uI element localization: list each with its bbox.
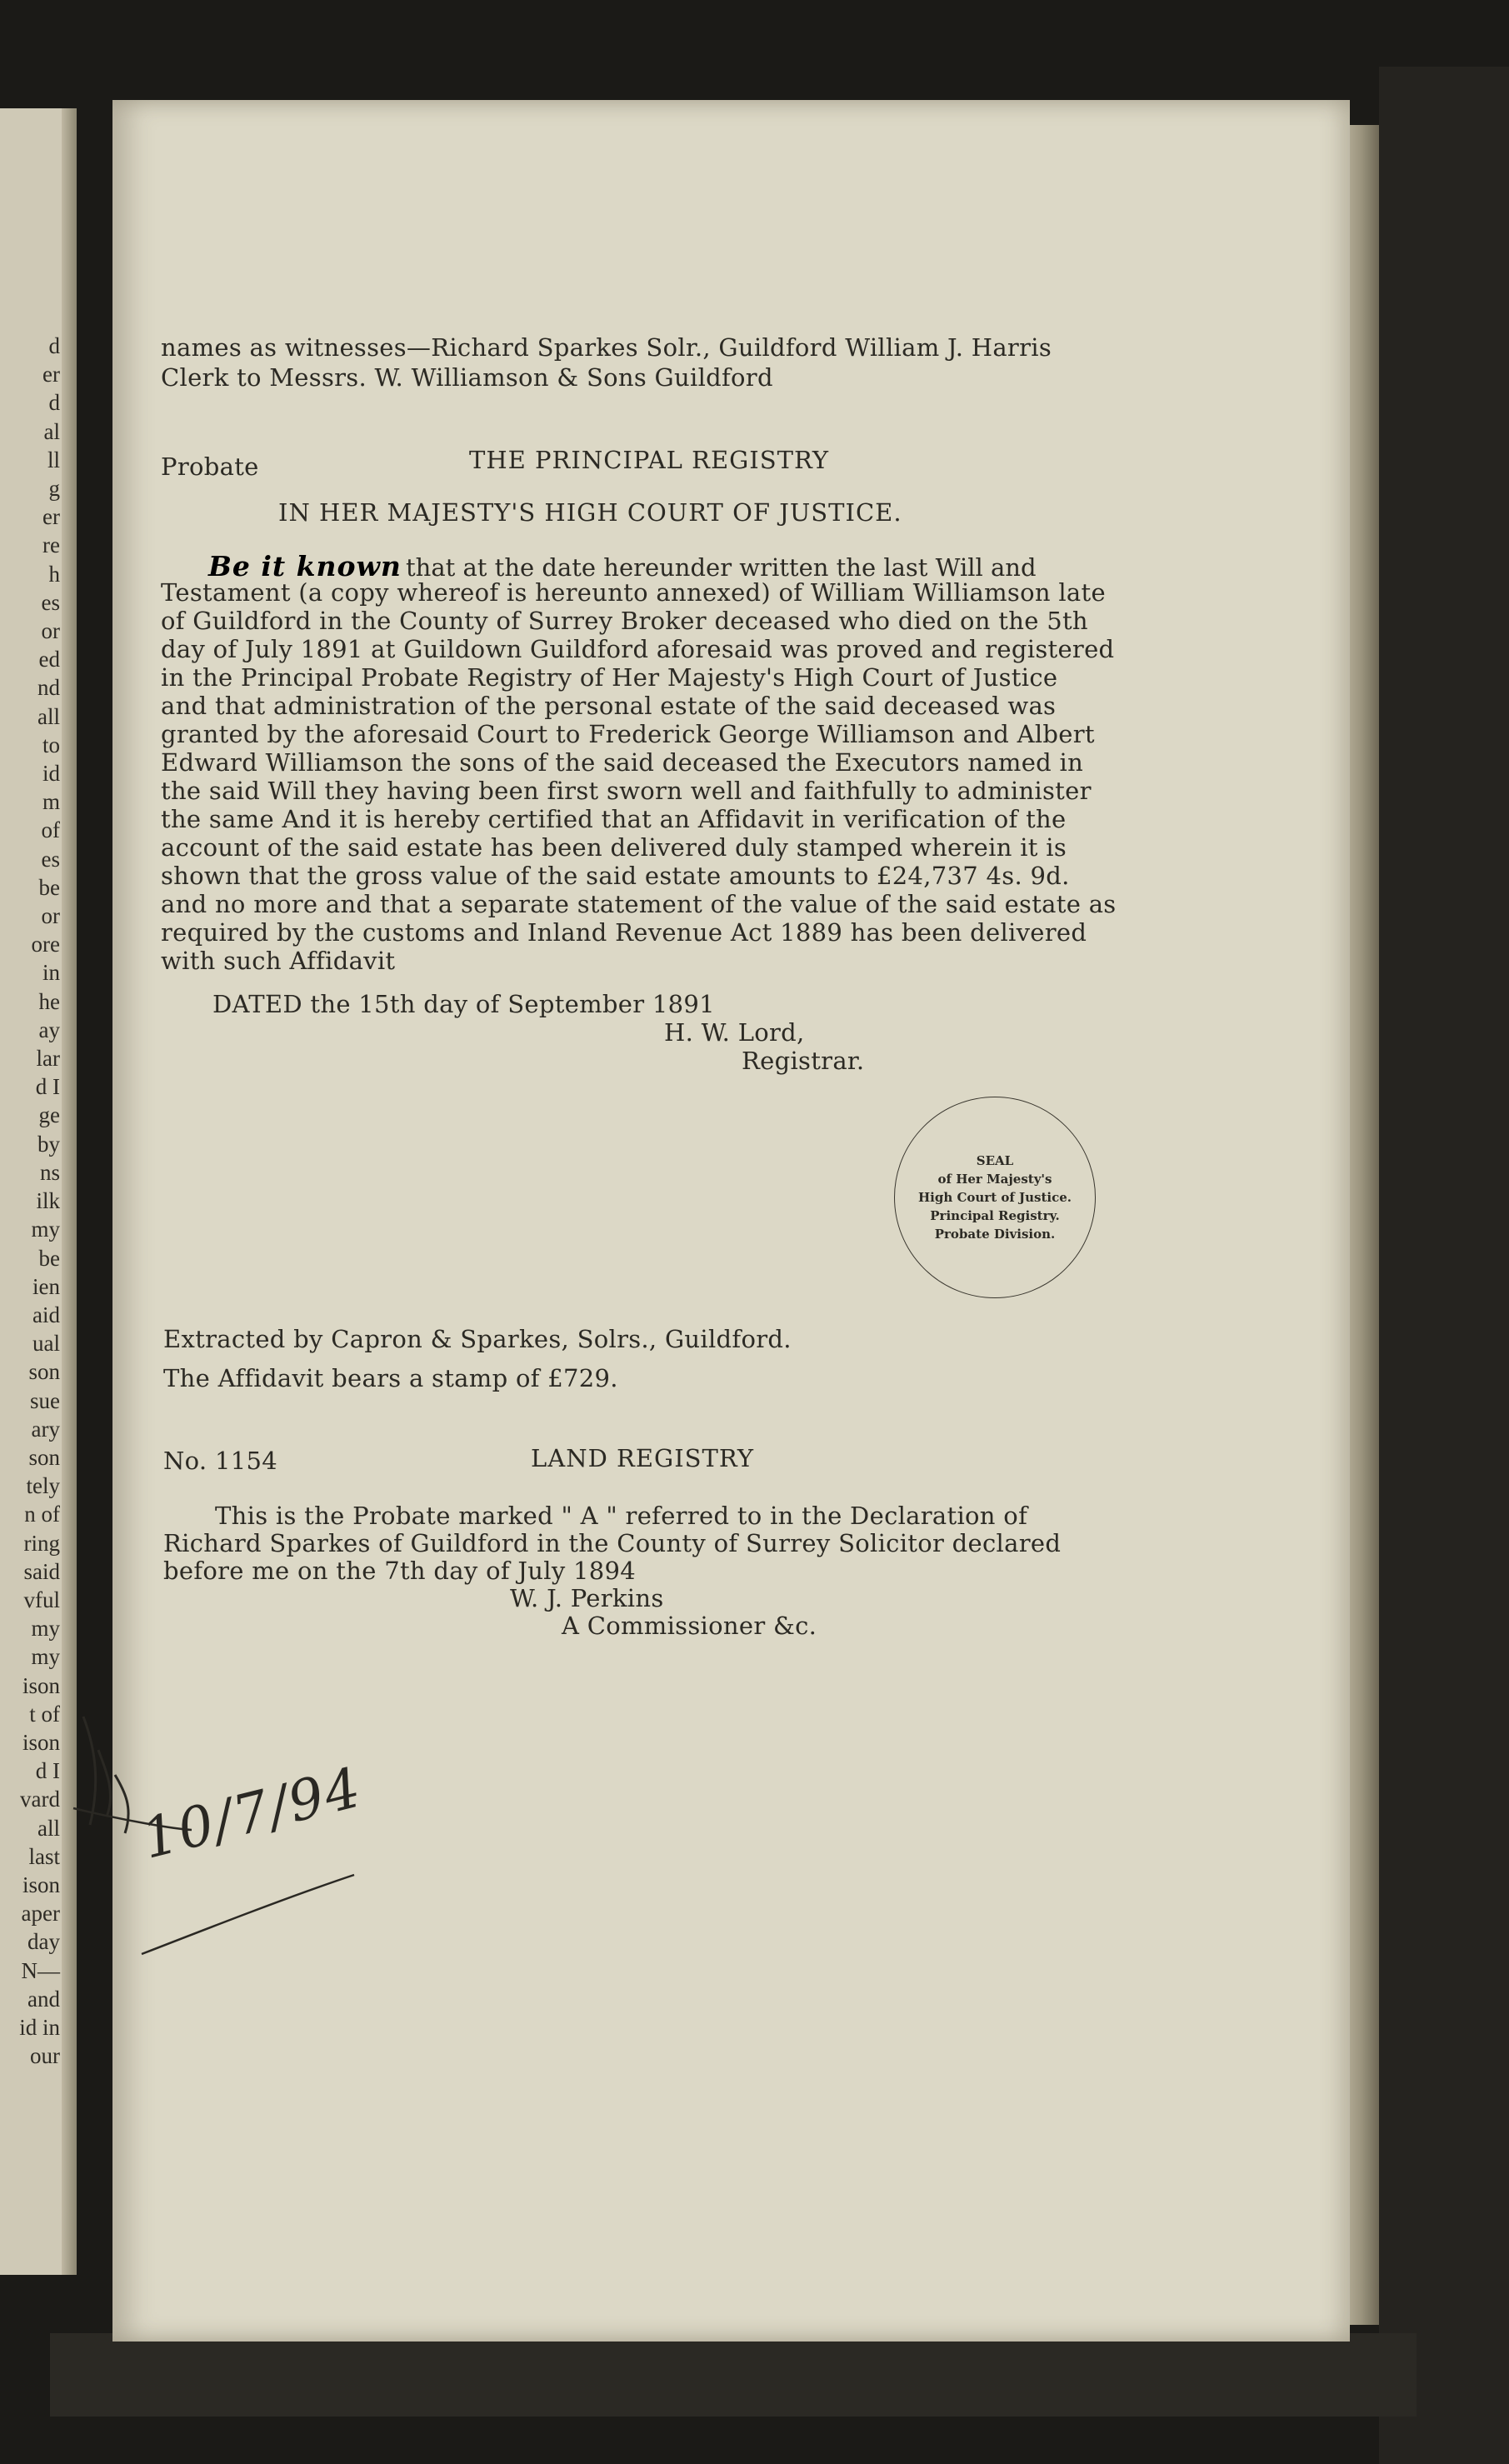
seal-line-5: Probate Division. xyxy=(934,1227,1056,1242)
left-page xyxy=(0,108,77,2275)
signatory-name: H. W. Lord, xyxy=(664,1018,805,1047)
left-page-fragment: by xyxy=(37,1131,60,1157)
left-page-fragment: es xyxy=(41,589,60,615)
body-line: account of the said estate has been delivered duly stamped wherein it is xyxy=(161,833,1067,862)
left-page-fragment: ary xyxy=(31,1416,60,1442)
left-page-fragment: son xyxy=(28,1359,60,1385)
left-page-fragment: be xyxy=(38,874,60,900)
left-page-fragment: all xyxy=(37,703,60,729)
left-page-fragment: tely xyxy=(26,1473,60,1499)
left-page-fragment: vard xyxy=(20,1787,60,1812)
commissioner-title: A Commissioner &c. xyxy=(562,1612,817,1640)
court-seal xyxy=(894,1097,1096,1298)
body-line-first-rest: that at the date hereunder written the last Will and xyxy=(406,553,1037,582)
affidavit-stamp-line: The Affidavit bears a stamp of £729. xyxy=(163,1364,618,1392)
left-page-fragment: of xyxy=(41,817,60,843)
left-page-fragment: be xyxy=(38,1245,60,1271)
body-line: and that administration of the personal estate of the said deceased was xyxy=(161,692,1057,720)
body-line: with such Affidavit xyxy=(161,947,396,975)
land-registry-title: LAND REGISTRY xyxy=(531,1444,754,1472)
left-page-fragment: or xyxy=(41,903,60,929)
left-page-fragment: id xyxy=(42,761,60,787)
margin-pen-stroke xyxy=(83,1717,96,1825)
body-line: and no more and that a separate statement of the value of the said estate as xyxy=(161,890,1117,918)
left-page-fragment: ll xyxy=(47,447,60,472)
left-page-text-fragments xyxy=(19,332,60,2070)
left-page-fragment: er xyxy=(42,504,60,530)
left-page-fragment: and xyxy=(27,1986,60,2012)
left-page-fragment: nd xyxy=(37,675,60,701)
left-page-fragment: d I xyxy=(35,1758,60,1784)
witnesses-line-2: Clerk to Messrs. W. Williamson & Sons Guildford xyxy=(161,363,773,392)
dated-line: DATED the 15th day of September 1891 xyxy=(212,990,715,1018)
left-page-fragment: d I xyxy=(35,1074,60,1100)
left-page-fragment: our xyxy=(30,2043,60,2069)
left-page-fragment: my xyxy=(31,1644,60,1670)
left-page-fragment: sue xyxy=(30,1387,60,1413)
left-page-fragment: er xyxy=(42,362,60,387)
probate-label: Probate xyxy=(161,452,259,481)
left-page-fragment: aid xyxy=(32,1302,60,1327)
left-page-fragment: my xyxy=(31,1616,60,1642)
left-page-fragment: said xyxy=(23,1558,60,1584)
left-page-fragment: in xyxy=(42,960,60,986)
body-line: of Guildford in the County of Surrey Broker deceased who died on the 5th xyxy=(161,607,1088,635)
left-page-fragment: re xyxy=(42,532,60,558)
left-page-fragment: or xyxy=(41,618,60,644)
left-page-fragment: t of xyxy=(29,1701,60,1727)
handwritten-date: 10/7/94 xyxy=(135,1755,368,1872)
body-line: the same And it is hereby certified that an Affidavit in verification of the xyxy=(161,805,1067,833)
body-line: Testament (a copy whereof is hereunto annexed) of William Williamson late xyxy=(161,578,1106,607)
document-page xyxy=(112,100,1350,2342)
registry-number: No. 1154 xyxy=(163,1447,277,1475)
commissioner-name: W. J. Perkins xyxy=(510,1584,664,1612)
left-page-fragment: d xyxy=(48,390,60,416)
left-page-fragment: lar xyxy=(36,1046,60,1072)
left-page-fragment: N— xyxy=(21,1957,60,1983)
registry-title: THE PRINCIPAL REGISTRY xyxy=(469,446,830,474)
left-page-fragment: ge xyxy=(38,1102,60,1128)
witnesses-line-1: names as witnesses—Richard Sparkes Solr., Guildford William J. Harris xyxy=(161,333,1052,362)
left-page-fragment: day xyxy=(27,1929,60,1955)
body-line: required by the customs and Inland Revenue Act 1889 has been delivered xyxy=(161,918,1087,947)
seal-line-3: High Court of Justice. xyxy=(917,1190,1072,1205)
left-page-fragment: al xyxy=(43,418,60,444)
left-page-fragment: ison xyxy=(22,1872,60,1897)
left-page-fragment: ore xyxy=(31,932,60,957)
left-page-fragment: m xyxy=(42,789,60,815)
left-page-fragment: g xyxy=(48,476,60,502)
left-page-fragment: ns xyxy=(39,1159,60,1185)
body-line: granted by the aforesaid Court to Frederick George Williamson and Albert xyxy=(161,720,1095,748)
seal-line-4: Principal Registry. xyxy=(930,1208,1060,1223)
book-cover-right xyxy=(1379,67,1509,2464)
body-line: shown that the gross value of the said estate amounts to £24,737 4s. 9d. xyxy=(161,862,1070,890)
signatory-title: Registrar. xyxy=(742,1047,865,1075)
left-page-fragment: ison xyxy=(22,1672,60,1698)
body-line: Edward Williamson the sons of the said deceased the Executors named in xyxy=(161,748,1084,777)
declaration-line-2: Richard Sparkes of Guildford in the County of Surrey Solicitor declared xyxy=(163,1529,1062,1557)
left-page-fragment: aper xyxy=(21,1901,60,1927)
extracted-line: Extracted by Capron & Sparkes, Solrs., Guildford. xyxy=(163,1325,792,1353)
opening-words: Be it known xyxy=(208,550,402,582)
body-line: day of July 1891 at Guildown Guildford aforesaid was proved and registered xyxy=(161,635,1115,663)
seal-line-2: of Her Majesty's xyxy=(937,1172,1052,1187)
seal-line-1: SEAL xyxy=(976,1153,1014,1168)
left-page-fragment: my xyxy=(31,1217,60,1242)
left-page-fragment: last xyxy=(28,1843,60,1869)
left-page-fragment: n of xyxy=(24,1502,60,1527)
book-cover-bottom xyxy=(50,2333,1417,2417)
left-page-fragment: h xyxy=(48,561,60,587)
left-page-fragment: id in xyxy=(19,2014,60,2040)
left-page-fragment: vful xyxy=(23,1587,60,1612)
body-line: in the Principal Probate Registry of Her Majesty's High Court of Justice xyxy=(161,663,1058,692)
left-page-fragment: ilk xyxy=(36,1188,60,1214)
left-page-fragment: ring xyxy=(23,1530,60,1556)
court-title: IN HER MAJESTY'S HIGH COURT OF JUSTICE. xyxy=(278,498,902,527)
declaration-line-3: before me on the 7th day of July 1894 xyxy=(163,1557,637,1585)
left-page-fragment: ed xyxy=(38,647,60,672)
left-page-fragment: son xyxy=(28,1444,60,1470)
left-page-fragment: ison xyxy=(22,1729,60,1755)
left-page-fragment: ien xyxy=(32,1273,60,1299)
declaration-line-1: This is the Probate marked " A " referred to in the Declaration of xyxy=(215,1502,1028,1530)
left-page-fragment: ual xyxy=(32,1331,60,1357)
left-page-fragment: es xyxy=(41,846,60,872)
left-page-fragment: all xyxy=(37,1815,60,1841)
left-page-fragment: ay xyxy=(38,1017,60,1042)
left-page-fragment: to xyxy=(42,732,60,757)
left-page-fragment: he xyxy=(38,988,60,1014)
left-page-fragment: d xyxy=(48,333,60,358)
book-gutter xyxy=(62,108,77,2275)
body-line: the said Will they having been first sworn well and faithfully to administer xyxy=(161,777,1092,805)
